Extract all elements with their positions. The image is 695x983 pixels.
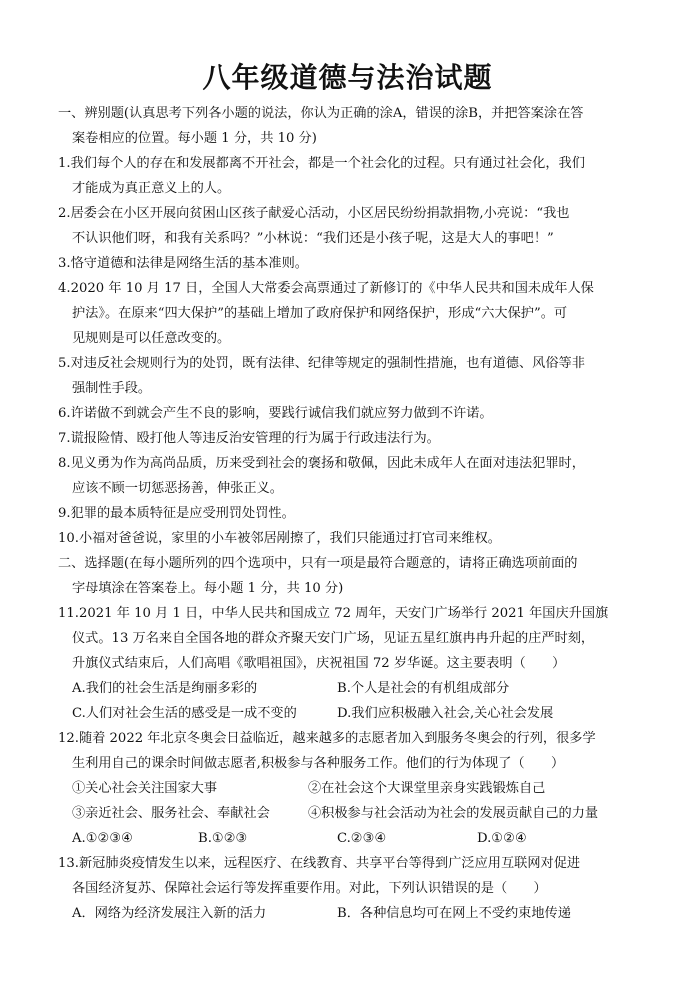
q11-option-c: C.人们对社会生活的感受是一成不变的: [72, 706, 297, 721]
question-7: 7.谎报险情、殴打他人等违反治安管理的行为属于行政违法行为。: [58, 431, 440, 446]
question-3: 3.恪守道德和法律是网络生活的基本准则。: [58, 256, 308, 271]
question-9: 9.犯罪的最本质特征是应受刑罚处罚性。: [58, 506, 295, 521]
q12-option-a: A.①②③④: [72, 831, 134, 846]
question-10: 10.小福对爸爸说，家里的小车被邻居剐擦了，我们只能通过打官司来维权。: [58, 531, 501, 546]
question-5-cont: 强制性手段。: [72, 381, 152, 396]
section1-heading-cont: 案卷相应的位置。每小题 1 分，共 10 分): [72, 131, 317, 146]
question-1-cont: 才能成为真正意义上的人。: [72, 181, 231, 196]
q12-statement-2: ②在社会这个大课堂里亲身实践锻炼自己: [308, 781, 546, 796]
q12-option-d: D.①②④: [477, 831, 527, 846]
q12-statement-4: ④积极参与社会活动为社会的发展贡献自己的力量: [308, 806, 599, 821]
section2-heading: 二、选择题(在每小题所列的四个选项中，只有一项是最符合题意的，请将正确选项前面的: [58, 556, 578, 571]
q12-statement-1: ①关心社会关注国家大事: [72, 781, 218, 796]
question-6: 6.许诺做不到就会产生不良的影响，要践行诚信我们就应努力做到不许诺。: [58, 406, 493, 421]
question-1: 1.我们每个人的存在和发展都离不开社会，都是一个社会化的过程。只有通过社会化，我们: [58, 156, 585, 171]
question-2: 2.居委会在小区开展向贫困山区孩子献爱心活动，小区居民纷纷捐款捐物,小亮说：“我也: [58, 206, 570, 221]
q13-option-a: A．网络为经济发展注入新的活力: [72, 906, 267, 921]
question-2-cont: 不认识他们呀，和我有关系吗？”小林说：“我们还是小孩子呢，这是大人的事吧！”: [72, 231, 554, 246]
q13-option-b: B．各种信息均可在网上不受约束地传递: [337, 906, 571, 921]
section2-heading-cont: 字母填涂在答案卷上。每小题 1 分，共 10 分): [72, 581, 344, 596]
question-11-cont2: 升旗仪式结束后，人们高唱《歌唱祖国》，庆祝祖国 72 岁华诞。这主要表明（ ）: [72, 656, 566, 671]
question-8-cont: 应该不顾一切惩恶扬善，伸张正义。: [72, 481, 283, 496]
page-title: 八年级道德与法治试题: [202, 61, 493, 94]
question-4-cont: 护法》。在原来“四大保护”的基础上增加了政府保护和网络保护，形成“六大保护”。可: [72, 306, 568, 321]
question-4: 4.2020 年 10 月 17 日，全国人大常委会高票通过了新修订的《中华人民共和国未成年人保: [58, 281, 594, 296]
question-12-cont: 生利用自己的课余时间做志愿者,积极参与各种服务工作。他们的行为体现了（ ）: [72, 756, 565, 771]
q12-statement-3: ③亲近社会、服务社会、奉献社会: [72, 806, 270, 821]
q11-option-b: B.个人是社会的有机组成部分: [337, 681, 510, 696]
question-5: 5.对违反社会规则行为的处罚，既有法律、纪律等规定的强制性措施，也有道德、风俗等非: [58, 356, 585, 371]
q12-option-b: B.①②③: [198, 831, 248, 846]
q11-option-d: D.我们应积极融入社会,关心社会发展: [337, 706, 554, 721]
question-13-cont: 各国经济复苏、保障社会运行等发挥重要作用。对此，下列认识错误的是（ ）: [72, 881, 547, 896]
section1-heading: 一、辨别题(认真思考下列各小题的说法，你认为正确的涂A，错误的涂B，并把答案涂在答: [58, 106, 584, 121]
question-13: 13.新冠肺炎疫情发生以来，远程医疗、在线教育、共享平台等得到广泛应用互联网对促进: [58, 856, 581, 871]
q11-option-a: A.我们的社会生活是绚丽多彩的: [72, 681, 258, 696]
question-12: 12.随着 2022 年北京冬奥会日益临近，越来越多的志愿者加入到服务冬奥会的行列，很多学: [58, 731, 596, 746]
q12-option-c: C.②③④: [337, 831, 387, 846]
question-11-cont: 仪式。13 万名来自全国各地的群众齐聚天安门广场，见证五星红旗冉冉升起的庄严时刻，: [72, 631, 595, 646]
question-4-cont2: 见规则是可以任意改变的。: [72, 331, 231, 346]
question-11: 11.2021 年 10 月 1 日，中华人民共和国成立 72 周年，天安门广场举行 2021 年国庆升国旗: [58, 606, 609, 621]
question-8: 8.见义勇为作为高尚品质，历来受到社会的褒扬和敬佩，因此未成年人在面对违法犯罪时，: [58, 456, 585, 471]
